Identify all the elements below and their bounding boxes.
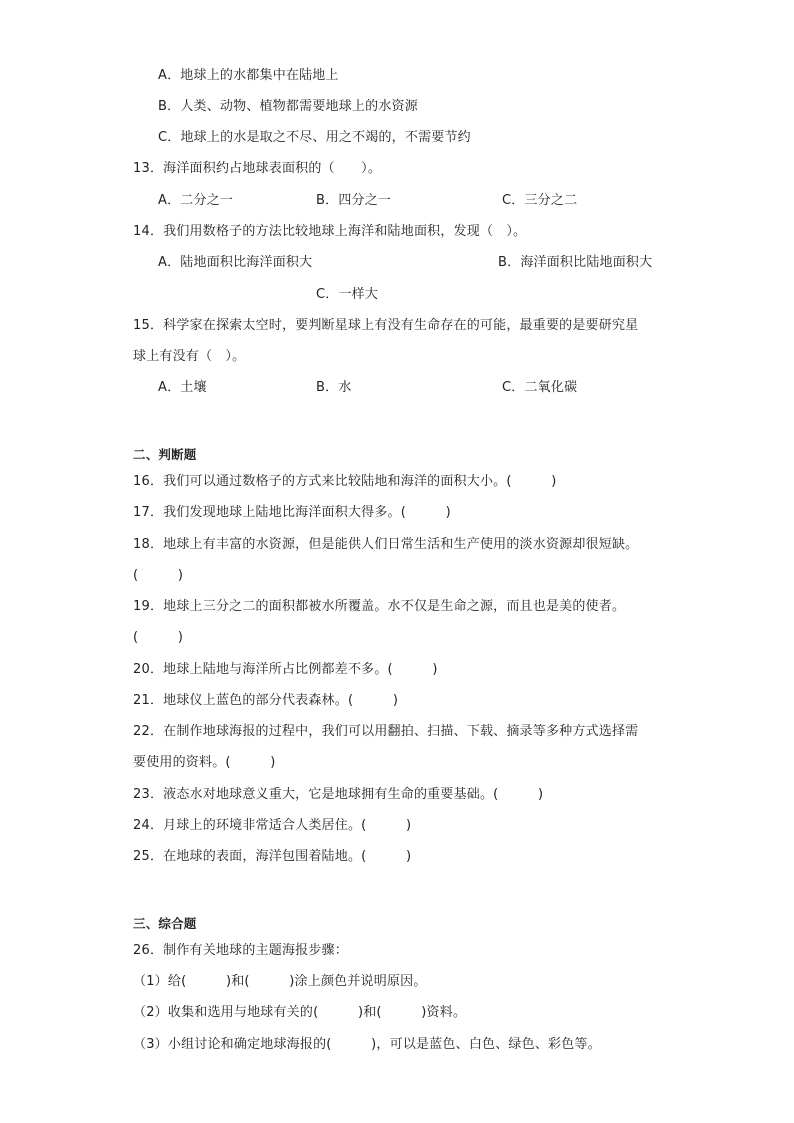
q15-option-a: A．土壤 <box>158 380 207 395</box>
q18-line1: 18．地球上有丰富的水资源，但是能供人们日常生活和生产使用的淡水资源却很短缺。 <box>133 537 639 552</box>
q14-option-b: B．海洋面积比陆地面积大 <box>498 255 653 270</box>
q14-option-a: A．陆地面积比海洋面积大 <box>158 255 313 270</box>
q22-line1: 22．在制作地球海报的过程中，我们可以用翻拍、扫描、下载、摘录等多种方式选择需 <box>133 724 639 739</box>
section2-title: 二、判断题 <box>133 447 197 462</box>
section3-title: 三、综合题 <box>133 916 197 931</box>
q14-stem: 14．我们用数格子的方法比较地球上海洋和陆地面积，发现（ ）。 <box>133 224 527 239</box>
q26-step1: （1）给( )和( )涂上颜色并说明原因。 <box>133 974 427 989</box>
q24: 24．月球上的环境非常适合人类居住。( ) <box>133 818 412 833</box>
q19-line1: 19．地球上三分之二的面积都被水所覆盖。水不仅是生命之源，而且也是美的使者。 <box>133 599 626 614</box>
q23: 23．液态水对地球意义重大，它是地球拥有生命的重要基础。( ) <box>133 787 544 802</box>
q25: 25．在地球的表面，海洋包围着陆地。( ) <box>133 849 412 864</box>
q17: 17．我们发现地球上陆地比海洋面积大得多。( ) <box>133 505 451 520</box>
q16: 16．我们可以通过数格子的方式来比较陆地和海洋的面积大小。( ) <box>133 474 557 489</box>
q15-stem-line2: 球上有没有（ ）。 <box>133 349 246 364</box>
q13-option-c: C．三分之二 <box>502 193 578 208</box>
q12-option-a: A．地球上的水都集中在陆地上 <box>158 68 339 83</box>
q26-step3: （3）小组讨论和确定地球海报的( )，可以是蓝色、白色、绿色、彩色等。 <box>133 1037 601 1052</box>
q12-option-c: C．地球上的水是取之不尽、用之不竭的，不需要节约 <box>158 130 471 145</box>
q14-option-c: C．一样大 <box>316 287 379 302</box>
q26-step2: （2）收集和选用与地球有关的( )和( )资料。 <box>133 1005 467 1020</box>
q13-option-a: A．二分之一 <box>158 193 234 208</box>
q13-stem: 13．海洋面积约占地球表面积的（ ）。 <box>133 161 382 176</box>
q21: 21．地球仪上蓝色的部分代表森林。( ) <box>133 693 399 708</box>
q15-stem-line1: 15．科学家在探索太空时，要判断星球上有没有生命存在的可能，最重要的是要研究星 <box>133 318 639 333</box>
q18-line2: ( ) <box>133 568 184 583</box>
q20: 20．地球上陆地与海洋所占比例都差不多。( ) <box>133 662 438 677</box>
q13-option-b: B．四分之一 <box>316 193 392 208</box>
q26: 26．制作有关地球的主题海报步骤： <box>133 943 348 958</box>
q15-option-c: C．二氧化碳 <box>502 380 578 395</box>
q12-option-b: B．人类、动物、植物都需要地球上的水资源 <box>158 99 418 114</box>
q22-line2: 要使用的资料。( ) <box>133 755 276 770</box>
q15-option-b: B．水 <box>316 380 352 395</box>
q19-line2: ( ) <box>133 630 184 645</box>
